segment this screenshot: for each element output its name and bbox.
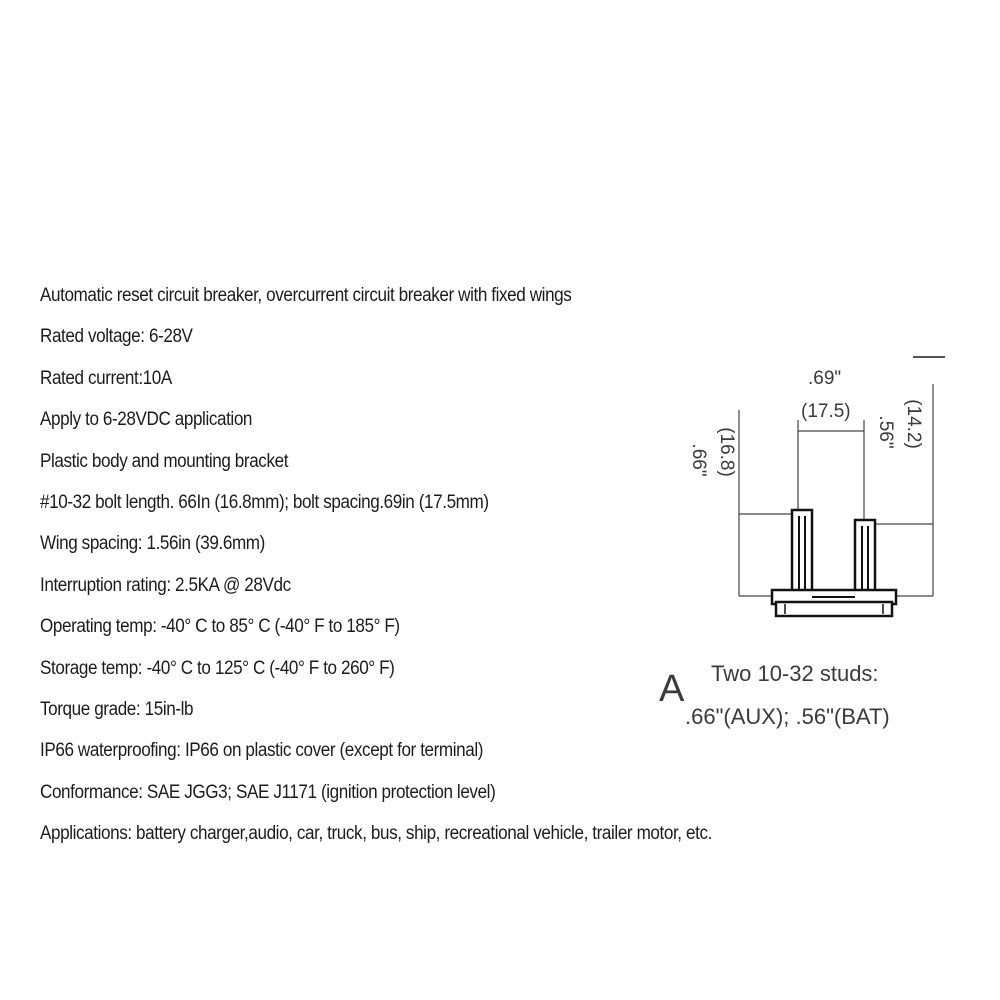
bat-height-mm-label: (14.2) [903, 399, 924, 449]
spacing-mm-label: (17.5) [801, 401, 851, 422]
spec-line: Rated voltage: 6-28V [40, 326, 193, 348]
view-letter: A [659, 668, 685, 710]
spec-line: IP66 waterproofing: IP66 on plastic cover (except for terminal) [40, 740, 484, 762]
spec-line: #10-32 bolt length. 66In (16.8mm); bolt spacing.69in (17.5mm) [40, 491, 489, 513]
spec-line: Apply to 6-28VDC application [40, 409, 253, 431]
caption-line-1: Two 10-32 studs: [711, 661, 879, 686]
bat-height-in-label: .56" [875, 415, 896, 449]
caption-line-2: .66"(AUX); .56"(BAT) [685, 704, 890, 729]
spec-line: Plastic body and mounting bracket [40, 450, 289, 472]
aux-height-mm-label: (16.8) [716, 427, 737, 477]
aux-stud [792, 510, 812, 602]
spec-line: Interruption rating: 2.5KA @ 28Vdc [40, 574, 291, 596]
spacing-in-label: .69" [808, 368, 842, 389]
spec-line: Conformance: SAE JGG3; SAE J1171 (ignition protection level) [40, 781, 496, 803]
spec-line: Operating temp: -40° C to 85° C (-40° F to 185° F) [40, 616, 400, 638]
aux-height-in-label: .66" [688, 443, 709, 477]
spec-line: Storage temp: -40° C to 125° C (-40° F to 260° F) [40, 657, 395, 679]
spec-line: Rated current:10A [40, 367, 172, 389]
spec-line: Applications: battery charger,audio, car, truck, bus, ship, recreational vehicle, trailer motor, etc. [40, 823, 712, 845]
stud-dimension-diagram [655, 350, 1000, 740]
spec-line: Automatic reset circuit breaker, overcurrent circuit breaker with fixed wings [40, 285, 572, 306]
spec-line: Torque grade: 15in-lb [40, 698, 194, 720]
breaker-base [772, 590, 896, 616]
spec-line: Wing spacing: 1.56in (39.6mm) [40, 533, 265, 555]
